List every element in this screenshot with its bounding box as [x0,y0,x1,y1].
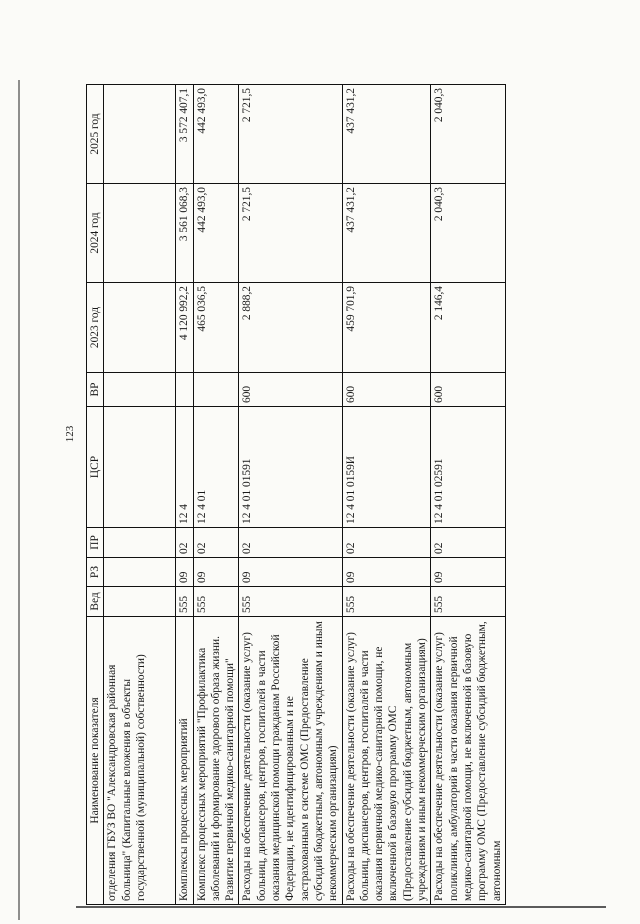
row-2024: 3 561 068,3 [176,184,193,283]
row-2023 [104,283,176,373]
row-ved: 555 [342,587,431,617]
table-row [193,85,239,905]
row-csr [104,407,176,528]
header-ved: Вед [87,587,104,617]
row-2025: 2 040,3 [431,85,505,184]
row-2023: 4 120 992,2 [176,283,193,373]
row-rz: 09 [431,558,505,587]
row-vr: 600 [239,373,342,407]
row-ved: 555 [193,587,239,617]
row-2024: 442 493,0 [193,184,239,283]
row-pr: 02 [431,528,505,558]
row-rz: 09 [193,558,239,587]
row-pr [104,528,176,558]
page-number: 123 [64,425,76,443]
row-ved: 555 [239,587,342,617]
row-ved: 555 [431,587,505,617]
row-2025: 3 572 407,1 [176,85,193,184]
row-2023: 465 036,5 [193,283,239,373]
row-vr [193,373,239,407]
row-name: Расходы на обеспечение деятельности (оказание услуг) поликлиник, амбулаторий в части оказания первичной медико-санитарной помощи, не включенной в базовую программу ОМС (Предоставление субсидий бюджетным, автономным [431,617,505,905]
table-row [239,85,342,905]
row-name: Комплексы процессных мероприятий [176,617,193,905]
table-row [104,85,176,905]
header-csr: ЦСР [87,407,104,528]
row-pr: 02 [193,528,239,558]
row-pr: 02 [239,528,342,558]
row-rz: 09 [239,558,342,587]
row-pr: 02 [342,528,431,558]
row-2023: 2 146,4 [431,283,505,373]
row-csr: 12 4 01 0159И [342,407,431,528]
header-name: Наименование показателя [87,617,104,905]
row-2024: 2 040,3 [431,184,505,283]
row-csr: 12 4 [176,407,193,528]
header-2024: 2024 год [87,184,104,283]
row-2023: 459 701,9 [342,283,431,373]
row-rz: 09 [342,558,431,587]
scan-edge-line [18,80,20,920]
row-csr: 12 4 01 02591 [431,407,505,528]
row-2025 [104,85,176,184]
row-ved [104,587,176,617]
row-2024: 437 431,2 [342,184,431,283]
row-2025: 442 493,0 [193,85,239,184]
header-vr: ВР [87,373,104,407]
row-vr: 600 [431,373,505,407]
header-pr: ПР [87,528,104,558]
row-2024 [104,184,176,283]
row-name: Расходы на обеспечение деятельности (оказание услуг) больниц, диспансеров, центров, госпиталей в части оказания первичной медико-санитарной помощи, не включенной в базовую программу ОМС (Предоставление субсидий бюджетным, автономным учреждениям и иным некоммерческим организациям) [342,617,431,905]
row-pr: 02 [176,528,193,558]
row-2025: 437 431,2 [342,85,431,184]
row-csr: 12 4 01 [193,407,239,528]
row-rz: 09 [176,558,193,587]
table-row [342,85,431,905]
row-2024: 2 721,5 [239,184,342,283]
row-2025: 2 721,5 [239,85,342,184]
row-vr: 600 [342,373,431,407]
row-name: Комплекс процессных мероприятий "Профилактика заболеваний и формирование здорового образа жизни. Развитие первичной медико-санитарной помощи" [193,617,239,905]
table-header-row [87,85,104,905]
row-vr [176,373,193,407]
row-csr: 12 4 01 01591 [239,407,342,528]
row-rz [104,558,176,587]
scan-bottom-line [76,906,606,908]
header-2023: 2023 год [87,283,104,373]
row-vr [104,373,176,407]
rotated-table-region [86,85,606,905]
row-ved: 555 [176,587,193,617]
row-2023: 2 888,2 [239,283,342,373]
budget-table [86,84,506,905]
table-row [431,85,505,905]
table-row [176,85,193,905]
row-name: отделения ГБУЗ ВО "Александровская районная больница" (Капитальные вложения в объекты государственной (муниципальной) собственности) [104,617,176,905]
header-2025: 2025 год [87,85,104,184]
header-rz: РЗ [87,558,104,587]
row-name: Расходы на обеспечение деятельности (оказание услуг) больниц, диспансеров, центров, госпиталей в части оказания медицинской помощи гражданам Российской Федерации, не идентифицированным и не застрахованным в системе ОМС (Предоставление субсидий бюджетным, автономным учреждениям и иным некоммерческим организациям) [239,617,342,905]
